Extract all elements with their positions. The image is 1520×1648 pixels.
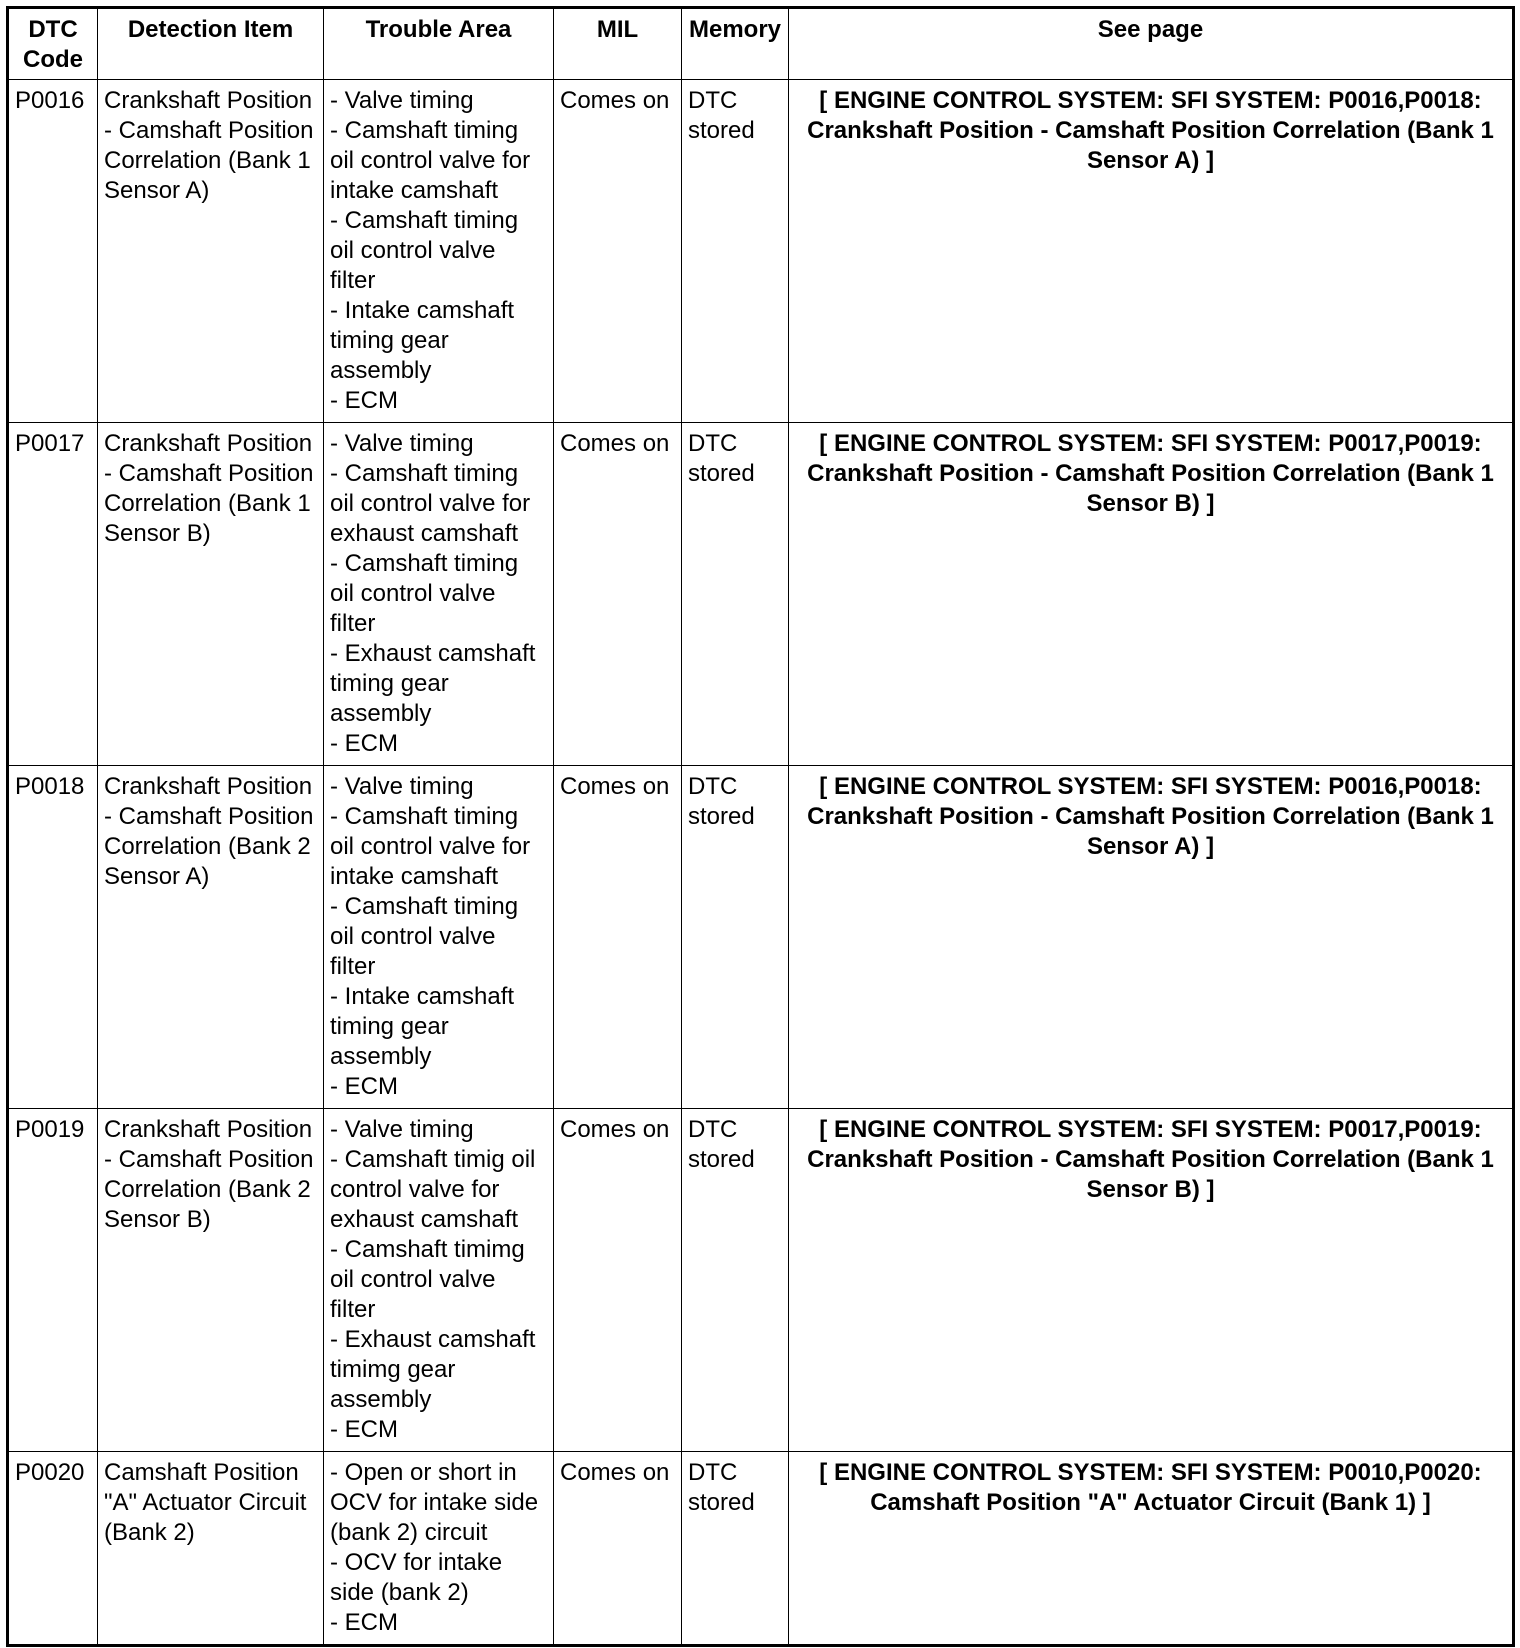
trouble-area-cell	[324, 80, 554, 423]
mil-cell: Comes on	[554, 80, 682, 423]
trouble-area-line: - ECM	[330, 387, 398, 414]
header-memory: Memory	[682, 8, 789, 80]
mil-cell: Comes on	[554, 1452, 682, 1646]
table-row	[8, 766, 1514, 1109]
trouble-area-line: - Camshaft timimg oil control valve filter	[330, 1236, 525, 1323]
trouble-area-line: - Camshaft timing oil control valve filter	[330, 207, 519, 294]
header-mil: MIL	[554, 8, 682, 80]
see-page-link[interactable]: [ ENGINE CONTROL SYSTEM: SFI SYSTEM: P0017,P0019: Crankshaft Position - Camshaft Position Correlation (Bank 1 Sensor B) ]	[789, 423, 1514, 766]
trouble-area-line: - Camshaft timing oil control valve filter	[330, 893, 519, 980]
header-detection-item: Detection Item	[98, 8, 324, 80]
trouble-area-line: - ECM	[330, 730, 398, 757]
table-row	[8, 1109, 1514, 1452]
detection-item-cell: Crankshaft Position - Camshaft Position Correlation (Bank 1 Sensor A)	[98, 80, 324, 423]
trouble-area-line: - Camshaft timig oil control valve for exhaust camshaft	[330, 1146, 536, 1233]
memory-cell: DTC stored	[682, 423, 789, 766]
dtc-table	[6, 6, 1515, 1647]
header-trouble-area: Trouble Area	[324, 8, 554, 80]
trouble-area-line: - ECM	[330, 1416, 398, 1443]
trouble-area-line: - Camshaft timing oil control valve filter	[330, 550, 519, 637]
trouble-area-line: - Open or short in OCV for intake side (bank 2) circuit	[330, 1459, 539, 1546]
mil-cell: Comes on	[554, 1109, 682, 1452]
mil-cell: Comes on	[554, 766, 682, 1109]
header-row	[8, 8, 1514, 80]
memory-cell: DTC stored	[682, 80, 789, 423]
header-see-page: See page	[789, 8, 1514, 80]
detection-item-cell: Crankshaft Position - Camshaft Position Correlation (Bank 2 Sensor A)	[98, 766, 324, 1109]
mil-cell: Comes on	[554, 423, 682, 766]
memory-cell: DTC stored	[682, 1109, 789, 1452]
dtc-code-cell: P0016	[8, 80, 98, 423]
dtc-code-cell: P0017	[8, 423, 98, 766]
memory-cell: DTC stored	[682, 1452, 789, 1646]
table-header	[8, 8, 1514, 80]
trouble-area-line: - Camshaft timing oil control valve for exhaust camshaft	[330, 460, 531, 547]
see-page-link[interactable]: [ ENGINE CONTROL SYSTEM: SFI SYSTEM: P0010,P0020: Camshaft Position "A" Actuator Circuit (Bank 1) ]	[789, 1452, 1514, 1646]
trouble-area-line: - Valve timing	[330, 773, 474, 800]
see-page-link[interactable]: [ ENGINE CONTROL SYSTEM: SFI SYSTEM: P0016,P0018: Crankshaft Position - Camshaft Position Correlation (Bank 1 Sensor A) ]	[789, 766, 1514, 1109]
trouble-area-cell	[324, 1109, 554, 1452]
see-page-link[interactable]: [ ENGINE CONTROL SYSTEM: SFI SYSTEM: P0016,P0018: Crankshaft Position - Camshaft Position Correlation (Bank 1 Sensor A) ]	[789, 80, 1514, 423]
trouble-area-line: - Camshaft timing oil control valve for intake camshaft	[330, 803, 531, 890]
trouble-area-line: - ECM	[330, 1073, 398, 1100]
trouble-area-line: - Intake camshaft timing gear assembly	[330, 297, 515, 384]
table-body	[8, 80, 1514, 1646]
trouble-area-cell	[324, 766, 554, 1109]
header-dtc-code-line2: Code	[23, 46, 83, 73]
detection-item-cell: Camshaft Position "A" Actuator Circuit (Bank 2)	[98, 1452, 324, 1646]
table-row	[8, 423, 1514, 766]
detection-item-cell: Crankshaft Position - Camshaft Position Correlation (Bank 1 Sensor B)	[98, 423, 324, 766]
dtc-code-cell: P0019	[8, 1109, 98, 1452]
memory-cell: DTC stored	[682, 766, 789, 1109]
trouble-area-line: - Exhaust camshaft timimg gear assembly	[330, 1326, 536, 1413]
detection-item-cell: Crankshaft Position - Camshaft Position Correlation (Bank 2 Sensor B)	[98, 1109, 324, 1452]
header-dtc-code	[8, 8, 98, 80]
dtc-code-cell: P0018	[8, 766, 98, 1109]
trouble-area-line: - Valve timing	[330, 87, 474, 114]
header-dtc-code-line1: DTC	[28, 16, 78, 43]
trouble-area-line: - Exhaust camshaft timing gear assembly	[330, 640, 536, 727]
trouble-area-line: - Valve timing	[330, 430, 474, 457]
trouble-area-cell	[324, 423, 554, 766]
see-page-link[interactable]: [ ENGINE CONTROL SYSTEM: SFI SYSTEM: P0017,P0019: Crankshaft Position - Camshaft Position Correlation (Bank 1 Sensor B) ]	[789, 1109, 1514, 1452]
trouble-area-line: - Camshaft timing oil control valve for intake camshaft	[330, 117, 531, 204]
trouble-area-line: - Valve timing	[330, 1116, 474, 1143]
trouble-area-line: - OCV for intake side (bank 2)	[330, 1549, 503, 1606]
table-row	[8, 1452, 1514, 1646]
table-row	[8, 80, 1514, 423]
dtc-table-container	[6, 6, 1512, 1647]
trouble-area-cell	[324, 1452, 554, 1646]
trouble-area-line: - Intake camshaft timing gear assembly	[330, 983, 515, 1070]
dtc-code-cell: P0020	[8, 1452, 98, 1646]
trouble-area-line: - ECM	[330, 1609, 398, 1636]
